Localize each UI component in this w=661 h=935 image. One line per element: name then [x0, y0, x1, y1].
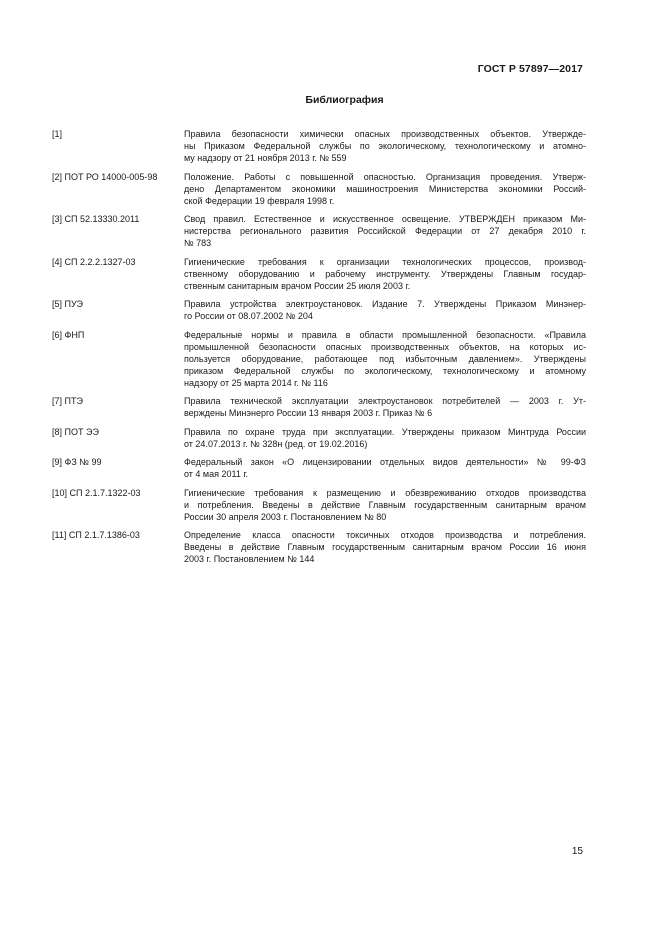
description-line: Гигиенические требования к размещению и обезвреживанию отходов производства [184, 487, 586, 498]
entry-description [184, 487, 586, 523]
description-line: России 30 апреля 2003 г. Постановлением № 80 [184, 511, 387, 522]
description-line: дено Департаментом экономики машиностроения Министерства экономики Россий- [184, 183, 586, 194]
entry-description [184, 128, 586, 164]
entry-description [184, 213, 586, 249]
description-line: го России от 08.07.2002 № 204 [184, 311, 313, 321]
description-line: промышленной безопасности опасных производственных объектов, на которых ис- [184, 341, 586, 352]
description-line: Правила технической эксплуатации электроустановок потребителей — 2003 г. Ут- [184, 396, 586, 406]
description-line: Свод правил. Естественное и искусственное освещение. УТВЕРЖДЕН приказом Ми- [184, 214, 586, 224]
entry-reference: [4] СП 2.2.2.1327-03 [52, 256, 136, 267]
bibliography-entry [52, 529, 586, 565]
bibliography-entry [52, 456, 586, 480]
description-line: надзору от 25 марта 2014 г. № 116 [184, 377, 328, 388]
entry-description [184, 256, 586, 292]
bibliography-entry [52, 298, 586, 322]
description-line: верждены Минэнерго России 13 января 2003 г. Приказ № 6 [184, 408, 433, 418]
description-line: и потребления. Введены в действие Главным государственным санитарным врачом [184, 499, 586, 510]
description-line: 2003 г. Постановлением № 144 [184, 554, 315, 564]
bibliography-entry [52, 426, 586, 450]
entry-reference: [10] СП 2.1.7.1322-03 [52, 487, 141, 498]
description-line: Правила устройства электроустановок. Издание 7. Утверждены Приказом Минэнер- [184, 299, 586, 309]
description-line: Положение. Работы с повышенной опасностью. Организация проведения. Утверж- [184, 171, 586, 182]
description-line: Введены в действие Главным государственным санитарным врачом России 16 июня [184, 542, 586, 552]
description-line: № 783 [184, 238, 212, 248]
bibliography-entry [52, 256, 586, 292]
description-line: Гигиенические требования к организации технологических процессов, производ- [184, 256, 586, 267]
description-line: пользуется оборудование, работающее под избыточным давлением». Утверждены [184, 353, 586, 364]
description-line: Федеральные нормы и правила в области промышленной безопасности. «Правила [184, 329, 586, 340]
description-line: Определение класса опасности токсичных отходов производства и потребления. [184, 530, 586, 540]
description-line: му надзору от 21 ноября 2013 г. № 559 [184, 153, 347, 163]
description-line: ской Федерации 19 февраля 1998 г. [184, 195, 335, 206]
description-line: Правила безопасности химически опасных производственных объектов. Утвержде- [184, 129, 586, 139]
description-line: ственным санитарным врачом России 25 июля 2003 г. [184, 280, 411, 291]
entry-description [184, 329, 586, 389]
entry-description [184, 171, 586, 207]
entry-description [184, 298, 586, 322]
description-line: от 24.07.2013 г. № 328н (ред. от 19.02.2016) [184, 438, 368, 449]
entry-description [184, 456, 586, 480]
bibliography-entry [52, 171, 586, 207]
description-line: приказом Федеральной службы по экологическому, технологическому и атомному [184, 365, 586, 376]
description-line: от 4 мая 2011 г. [184, 469, 249, 479]
bibliography-entry [52, 487, 586, 523]
bibliography-entry [52, 329, 586, 389]
description-line: Федеральный закон «О лицензировании отдельных видов деятельности» № 99-ФЗ [184, 457, 586, 467]
description-line: нистерства регионального развития Российской Федерации от 27 декабря 2010 г. [184, 226, 586, 236]
entry-reference: [5] ПУЭ [52, 299, 83, 309]
page-number: 15 [571, 846, 583, 857]
description-line: Правила по охране труда при эксплуатации. Утверждены приказом Минтруда России [184, 426, 586, 437]
description-line: ны Приказом Федеральной службы по экологическому, технологическому и атомно- [184, 141, 586, 151]
bibliography-entry [52, 395, 586, 419]
entry-reference: [6] ФНП [52, 329, 85, 340]
entry-reference: [1] [52, 129, 63, 139]
entry-reference: [9] ФЗ № 99 [52, 457, 102, 467]
page-title: Библиография [305, 94, 384, 106]
bibliography-entry [52, 128, 586, 164]
description-line: ственному оборудованию и рабочему инструменту. Утверждены Главным государ- [184, 268, 586, 279]
entry-description [184, 426, 586, 450]
entry-reference: [2] ПОТ РО 14000-005-98 [52, 171, 158, 182]
entry-reference: [7] ПТЭ [52, 396, 83, 406]
entry-reference: [8] ПОТ ЭЭ [52, 426, 99, 437]
bibliography-list [52, 128, 586, 572]
bibliography-entry [52, 213, 586, 249]
entry-reference: [11] СП 2.1.7.1386-03 [52, 530, 140, 540]
entry-description [184, 395, 586, 419]
entry-description [184, 529, 586, 565]
entry-reference: [3] СП 52.13330.2011 [52, 214, 140, 224]
standard-code: ГОСТ Р 57897—2017 [477, 63, 583, 75]
